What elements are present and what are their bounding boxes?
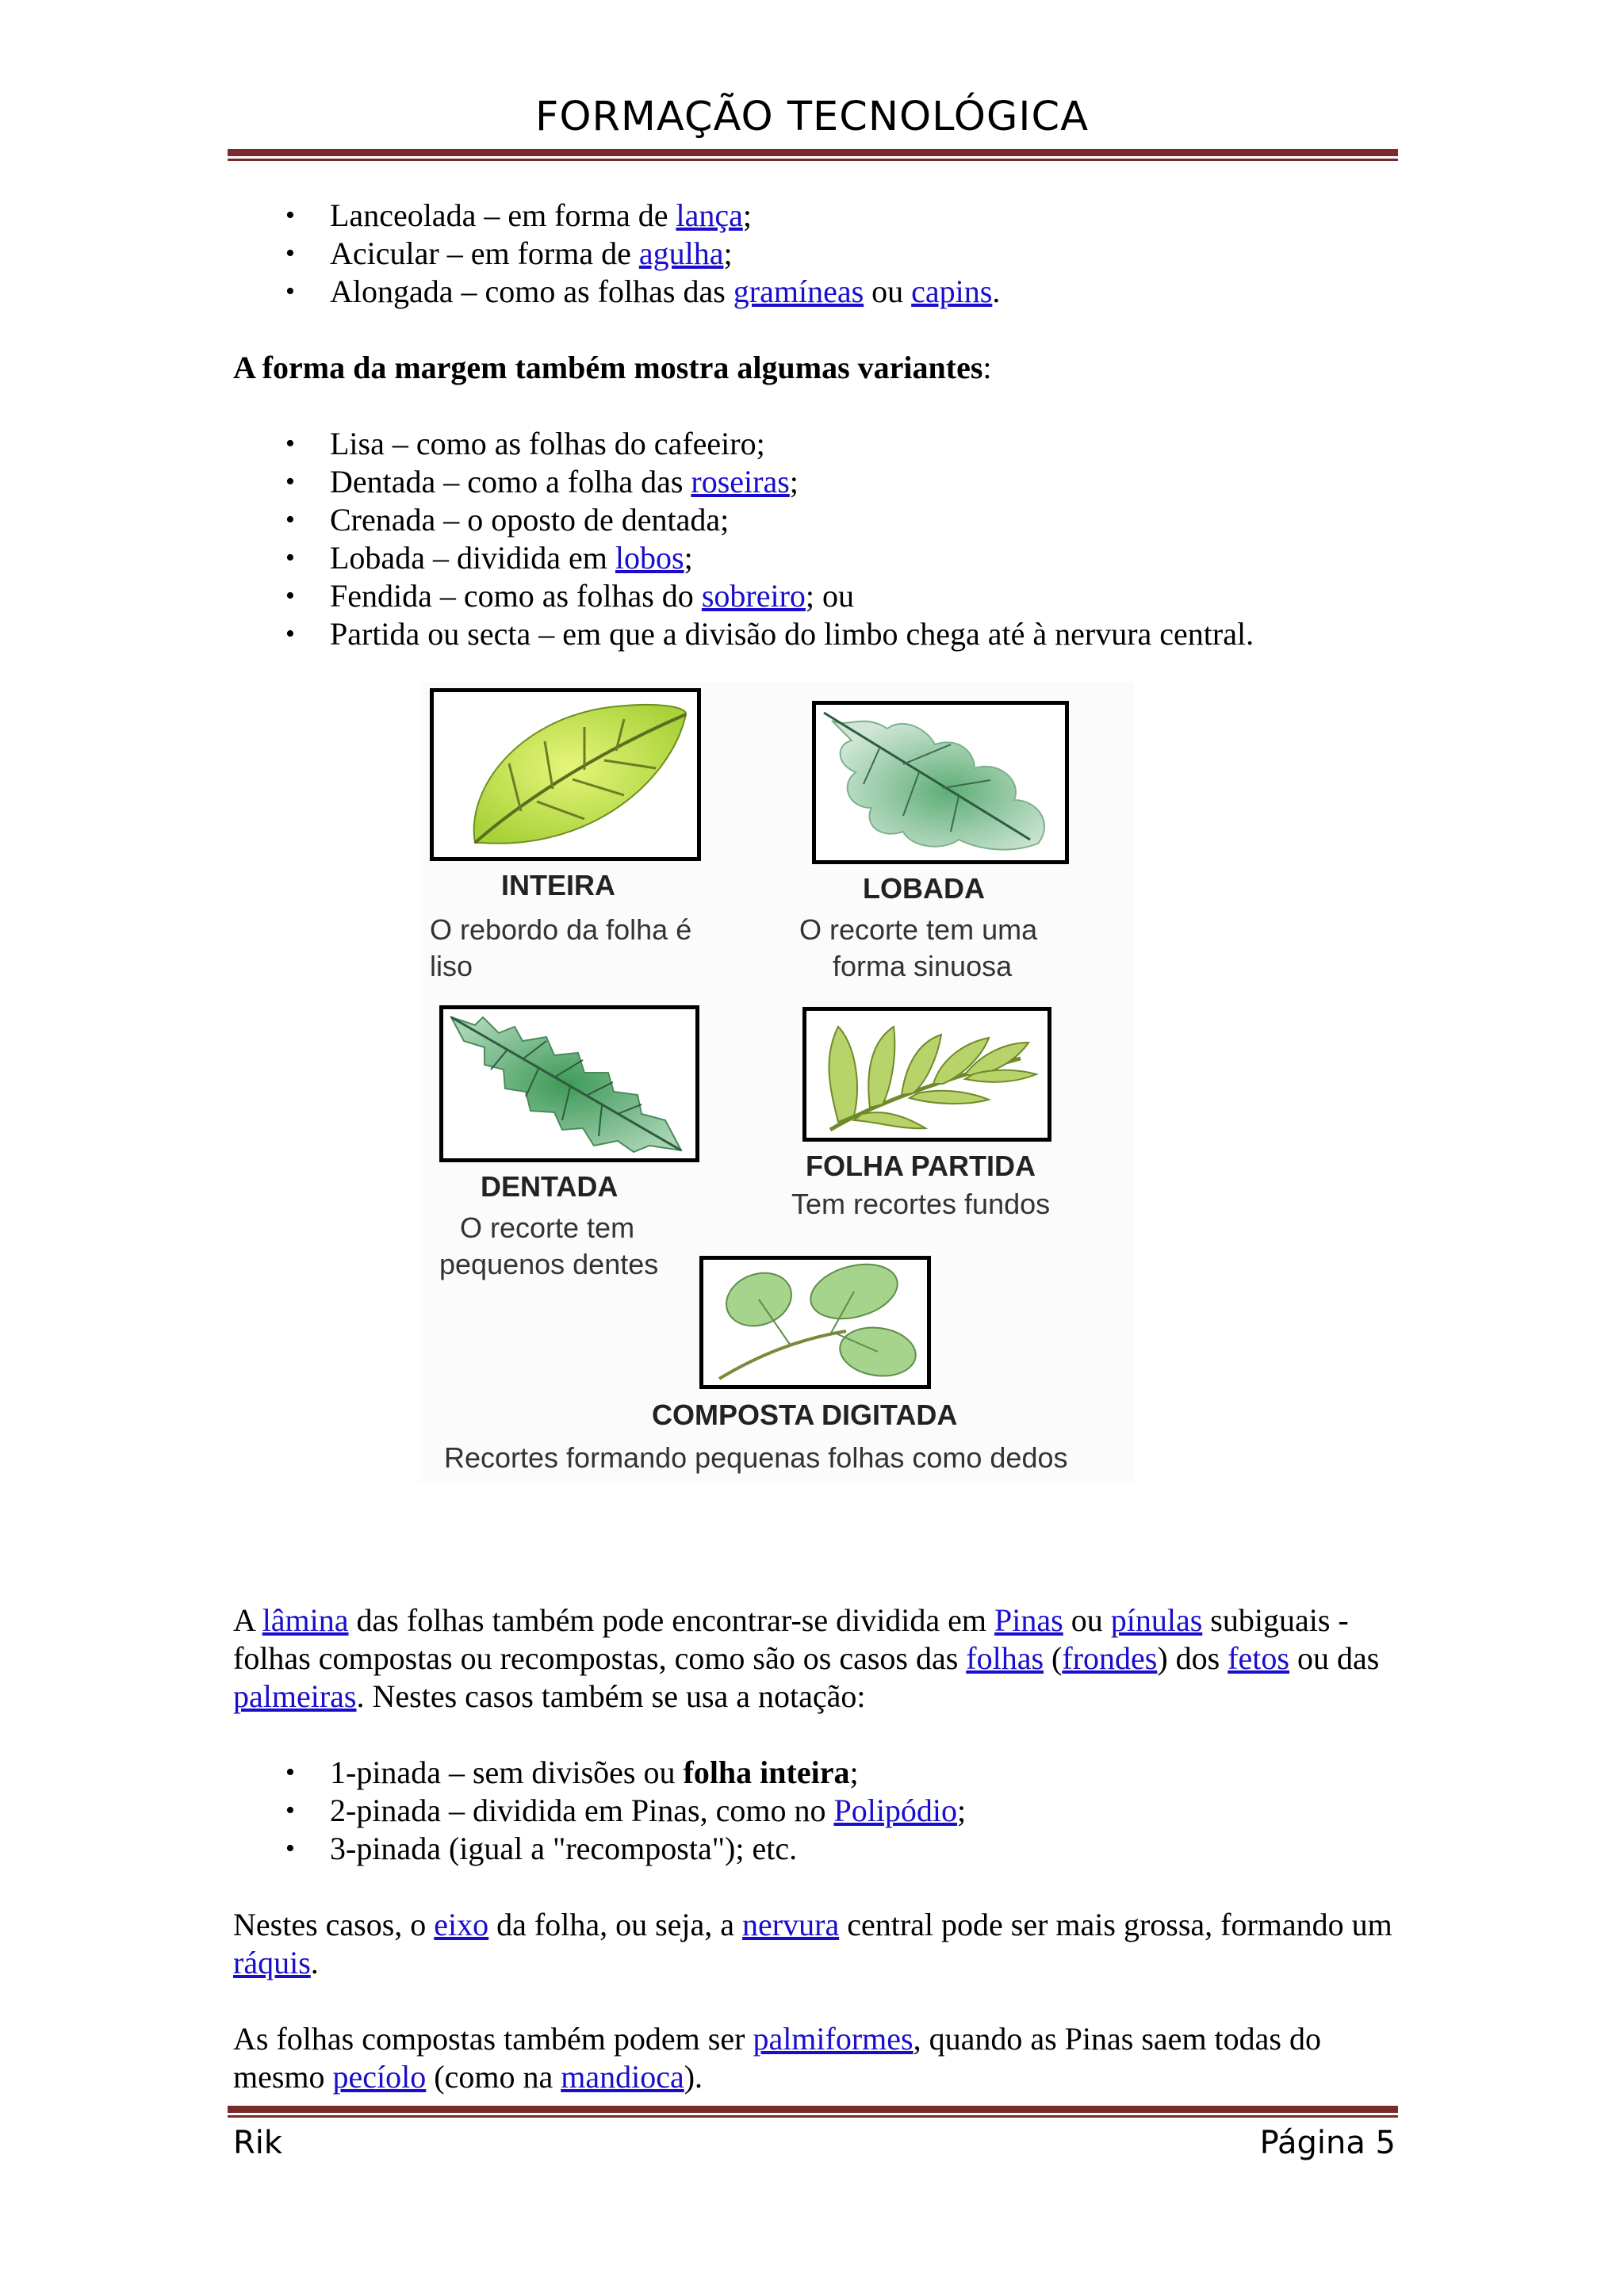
paragraph-palmiformes: As folhas compostas também podem ser palmiformes, quando as Pinas saem todas do mesmo pecíolo (como na mandioca). [233,2021,1321,2095]
link-gramineas[interactable]: gramíneas [733,274,864,309]
list-item: • 3-pinada (igual a "recomposta"); etc. [233,1830,1399,1868]
list-item: • Alongada – como as folhas das gramíneas ou capins. [233,273,1399,311]
leaf-lobed-icon [816,705,1065,860]
partida-title: FOLHA PARTIDA [806,1150,1036,1182]
inteira-title: INTEIRA [501,869,615,901]
list-item: • Acicular – em forma de agulha; [233,235,1399,273]
list-item: • Lisa – como as folhas do cafeeiro; [233,425,1399,463]
leaf-inteira-image [430,688,701,861]
leaf-partida-image [802,1007,1051,1142]
link-capins[interactable]: capins [911,274,993,309]
link-lobos[interactable]: lobos [615,540,684,576]
compound-leaf-icon [703,1260,927,1385]
leaf-margin-figure [420,682,1134,1483]
leaf-composta-image [699,1256,931,1389]
dentada-title: DENTADA [481,1170,619,1203]
link-fetos[interactable]: fetos [1228,1640,1289,1676]
partida-desc-1: Tem recortes fundos [791,1188,1051,1220]
link-raquis[interactable]: ráquis [233,1945,311,1980]
link-palmeiras[interactable]: palmeiras [233,1678,357,1714]
footer-author: Rik [233,2125,283,2161]
link-peciolo[interactable]: pecíolo [332,2059,427,2095]
leaf-toothed-icon [443,1009,695,1158]
link-pinulas[interactable]: pínulas [1110,1602,1203,1638]
link-nervura[interactable]: nervura [742,1907,840,1942]
paragraph-lamina: A lâmina das folhas também pode encontrar-se dividida em Pinas ou pínulas subiguais - folhas compostas ou recompostas, como são os casos das folhas (frondes) dos fetos ou das palmeiras. Nestes casos também se usa a notação: [233,1602,1380,1714]
paragraph-eixo: Nestes casos, o eixo da folha, ou seja, a nervura central pode ser mais grossa, formando um ráquis. [233,1907,1392,1980]
list-item: • Crenada – o oposto de dentada; [233,501,1399,539]
link-frondes[interactable]: frondes [1062,1640,1158,1676]
leaf-shape-list [233,197,1399,311]
link-roseiras[interactable]: roseiras [691,464,790,499]
list-item: • Dentada – como a folha das roseiras; [233,463,1399,501]
link-palmiformes[interactable]: palmiformes [753,2021,914,2057]
page-content [233,197,1399,653]
header-rule [228,149,1398,161]
list-item: • 2-pinada – dividida em Pinas, como no Polipódio; [233,1792,1399,1830]
link-lamina[interactable]: lâmina [262,1602,349,1638]
composta-title: COMPOSTA DIGITADA [652,1399,958,1431]
link-mandioca[interactable]: mandioca [561,2059,684,2095]
leaf-lobada-image [812,701,1069,864]
link-eixo[interactable]: eixo [434,1907,489,1942]
list-item: • Fendida – como as folhas do sobreiro; ou [233,577,1399,615]
pinada-list [233,1754,1399,1868]
list-item: • Partida ou secta – em que a divisão do limbo chega até à nervura central. [233,615,1399,653]
link-folhas[interactable]: folhas [966,1640,1044,1676]
footer-page-number: Página 5 [1259,2125,1396,2161]
margin-variants-list [233,425,1399,653]
list-item: • Lobada – dividida em lobos; [233,539,1399,577]
link-polipodio[interactable]: Polipódio [833,1793,958,1828]
dentada-desc-1: O recorte tem [460,1211,635,1244]
composta-desc-1: Recortes formando pequenas folhas como dedos [444,1441,1068,1474]
inteira-desc-2: liso [430,950,473,982]
list-item: • Lanceolada – em forma de lança; [233,197,1399,235]
dentada-desc-2: pequenos dentes [439,1248,659,1280]
leaf-divided-icon [806,1011,1048,1138]
leaf-dentada-image [439,1005,699,1162]
link-agulha[interactable]: agulha [638,235,724,271]
page-header-title: FORMAÇÃO TECNOLÓGICA [535,94,1089,140]
lobada-title: LOBADA [863,872,985,905]
link-pinas[interactable]: Pinas [994,1602,1063,1638]
inteira-desc-1: O rebordo da folha é [430,913,692,946]
page-content-lower [233,1601,1399,2096]
leaf-entire-icon [434,692,697,857]
link-sobreiro[interactable]: sobreiro [701,578,806,614]
lobada-desc-1: O recorte tem uma [799,913,1038,946]
footer-rule [228,2106,1398,2118]
margin-heading: A forma da margem também mostra algumas variantes: [233,350,992,385]
list-item: • 1-pinada – sem divisões ou folha inteira; [233,1754,1399,1792]
link-lanca[interactable]: lança [676,197,743,233]
lobada-desc-2: forma sinuosa [833,950,1013,982]
